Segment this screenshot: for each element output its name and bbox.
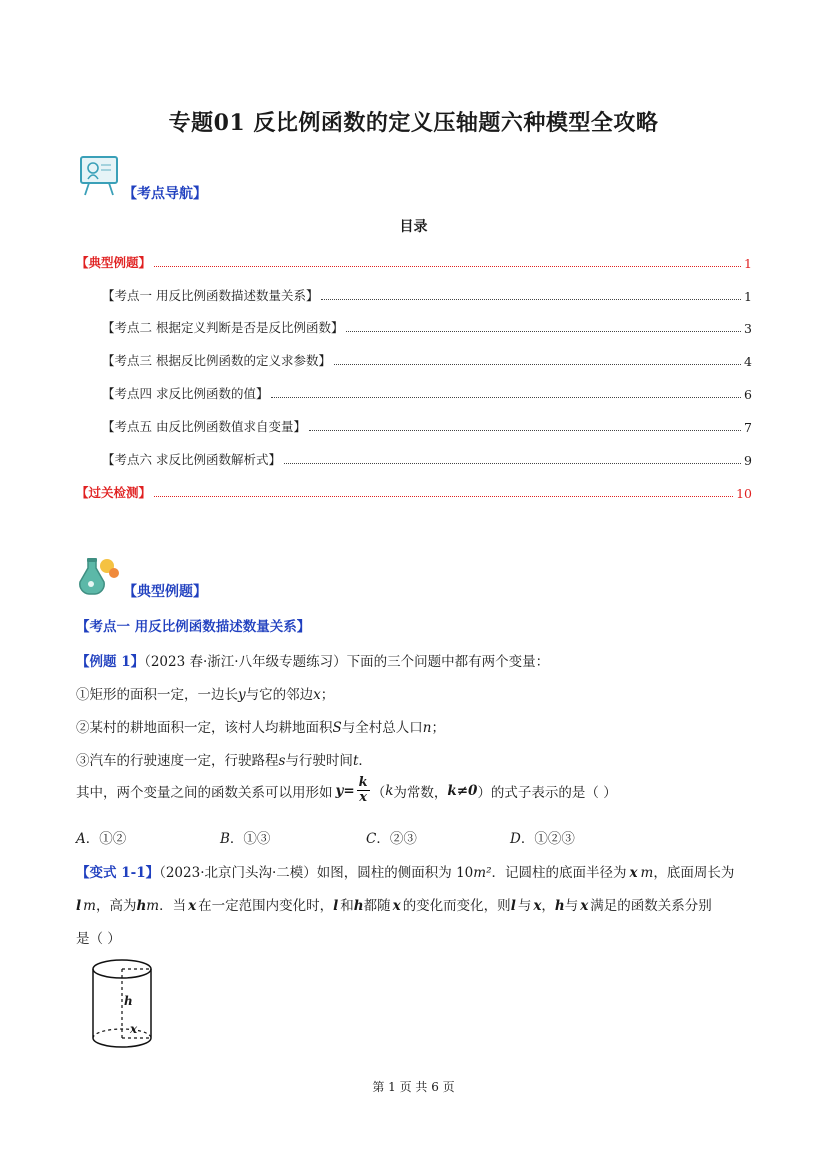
item-variable: s	[278, 753, 286, 769]
example-source: （2023 春·浙江·八年级专题练习）下面的三个问题中都有两个变量：	[144, 654, 550, 670]
item-text: 与行驶时间	[285, 753, 353, 769]
nav-heading: 【考点导航】	[123, 186, 207, 202]
item-text: ①矩形的面积一定，一边长	[76, 687, 238, 703]
variant-variable: l	[510, 898, 516, 914]
fraction-numerator: k	[358, 775, 368, 790]
flask-icon	[76, 556, 122, 596]
question-text: 其中，两个变量之间的函数关系可以用形如	[76, 784, 333, 801]
toc-leader	[309, 430, 741, 431]
toc-entry[interactable]	[76, 253, 752, 271]
toc-entry-label: 【过关检测】	[76, 485, 152, 500]
toc-entry-page: 1	[744, 256, 752, 271]
toc-entry[interactable]	[102, 417, 752, 435]
toc-entry-page: 3	[744, 321, 752, 336]
example-question	[76, 776, 617, 805]
toc-entry-page: 1	[744, 289, 752, 304]
toc-entry-page: 9	[744, 453, 752, 468]
toc-title: 目录	[399, 219, 428, 235]
toc-entry-page: 4	[744, 354, 752, 369]
variant-text: 满足的函数关系分别	[590, 898, 712, 914]
option-letter: A	[76, 831, 86, 847]
variant-variable: h	[353, 898, 364, 914]
item-variable: n	[422, 720, 432, 736]
variant-unit: m	[146, 898, 160, 914]
item-variable: S	[332, 720, 342, 736]
variant-line	[76, 861, 734, 881]
cylinder-figure	[86, 956, 158, 1052]
toc-leader	[271, 397, 741, 398]
variant-variable: x	[188, 898, 197, 914]
toc-leader	[284, 463, 741, 464]
formula-y: y	[335, 782, 344, 799]
toc-entry-label: 【考点五 由反比例函数值求自变量】	[102, 419, 306, 434]
toc-entry[interactable]	[102, 384, 752, 402]
answer-options	[76, 827, 575, 847]
variant-text: 与	[517, 898, 532, 914]
question-text: ）的式子表示的是（ ）	[477, 784, 617, 801]
section-heading: 【典型例题】	[123, 584, 207, 600]
variant-unit: m²	[473, 865, 492, 881]
item-variable: y	[238, 687, 246, 703]
toc-leader	[334, 364, 741, 365]
option-d[interactable]	[510, 827, 575, 847]
example-item	[76, 749, 372, 769]
example-tag: 【例题 1】	[76, 654, 145, 670]
page-footer: 第 1 页 共 6 页	[372, 1080, 455, 1094]
option-letter: D	[510, 831, 521, 847]
variant-text: （2023·北京门头沟·二模）如图，圆柱的侧面积为 10	[159, 865, 474, 881]
option-letter: C	[366, 831, 377, 847]
item-text: ．	[358, 753, 372, 769]
page-title: 专题01 反比例函数的定义压轴题六种模型全攻略	[168, 110, 659, 136]
item-text: ③汽车的行驶速度一定，行驶路程	[76, 753, 279, 769]
toc-entry-page: 7	[744, 420, 752, 435]
option-c[interactable]	[366, 827, 510, 847]
variant-line: 是（ ）	[76, 931, 121, 947]
question-text: 为常数，	[393, 784, 448, 801]
toc-leader	[154, 266, 741, 267]
option-text: ．①②	[85, 831, 127, 847]
variant-variable: x	[580, 898, 589, 914]
formula-fraction	[357, 776, 370, 805]
variant-variable: h	[554, 898, 565, 914]
variant-text: ，	[541, 898, 555, 914]
option-b[interactable]	[220, 827, 366, 847]
toc-entry-label: 【考点二 根据定义判断是否是反比例函数】	[102, 320, 344, 335]
variant-text: ．当	[159, 898, 187, 914]
toc-entry-label: 【考点三 根据反比例函数的定义求参数】	[102, 353, 331, 368]
question-text: （	[371, 784, 386, 801]
variant-text: ，底面周长为	[653, 865, 735, 881]
toc-entry-label: 【考点四 求反比例函数的值】	[102, 386, 269, 401]
toc-entry-label: 【典型例题】	[76, 255, 152, 270]
formula-equals: =	[343, 782, 355, 799]
variant-variable: x	[629, 865, 638, 881]
toc-entry-label: 【考点六 求反比例函数解析式】	[102, 452, 281, 467]
toc-entry[interactable]	[76, 483, 752, 501]
variant-variable: l	[333, 898, 339, 914]
toc-entry[interactable]	[102, 286, 752, 304]
variant-variable: h	[136, 898, 147, 914]
option-text: ．①③	[229, 831, 271, 847]
figure-label-x: x	[130, 1022, 138, 1036]
question-condition: k≠0	[447, 782, 478, 799]
variant-unit: m	[640, 865, 654, 881]
variant-text: 与	[564, 898, 579, 914]
variant-variable: x	[533, 898, 542, 914]
variant-tag: 【变式 1-1】	[76, 865, 160, 881]
variant-text: 的变化而变化，则	[402, 898, 511, 914]
toc-entry[interactable]	[102, 351, 752, 369]
fraction-denominator: x	[359, 790, 368, 805]
variant-text: 和	[340, 898, 354, 914]
option-a[interactable]	[76, 827, 220, 847]
item-variable: x	[313, 687, 321, 703]
variant-text: 在一定范围内变化时，	[198, 898, 334, 914]
example-item	[76, 716, 445, 736]
variant-variable: x	[392, 898, 401, 914]
variant-text: ，高为	[95, 898, 137, 914]
toc-leader	[154, 496, 733, 497]
toc-leader	[321, 299, 741, 300]
example-intro	[76, 650, 549, 670]
item-text: ②某村的耕地面积一定，该村人均耕地面积	[76, 720, 333, 736]
option-text: ．②③	[376, 831, 417, 847]
toc-entry[interactable]	[102, 318, 752, 336]
question-variable: k	[385, 782, 394, 799]
item-text: 与它的邻边	[245, 687, 314, 703]
nav-board-icon	[77, 153, 121, 197]
toc-entry-page: 6	[744, 387, 752, 402]
variant-text: 都随	[363, 898, 391, 914]
option-text: ．①②③	[520, 831, 575, 847]
variant-text: ．记圆柱的底面半径为	[491, 865, 627, 881]
item-text: 与全村总人口	[341, 720, 423, 736]
variant-variable: l	[76, 898, 82, 914]
option-letter: B	[220, 831, 230, 847]
item-text: ；	[320, 687, 335, 703]
example-item	[76, 683, 334, 703]
toc-entry-label: 【考点一 用反比例函数描述数量关系】	[102, 288, 319, 303]
section-subheading: 【考点一 用反比例函数描述数量关系】	[76, 619, 311, 635]
figure-label-h: h	[124, 994, 133, 1008]
toc-leader	[346, 331, 741, 332]
variant-line	[76, 894, 712, 914]
item-variable: t	[352, 753, 359, 769]
toc-entry-page: 10	[736, 486, 752, 501]
toc-entry[interactable]	[102, 450, 752, 468]
variant-unit: m	[83, 898, 96, 914]
item-text: ；	[431, 720, 445, 736]
